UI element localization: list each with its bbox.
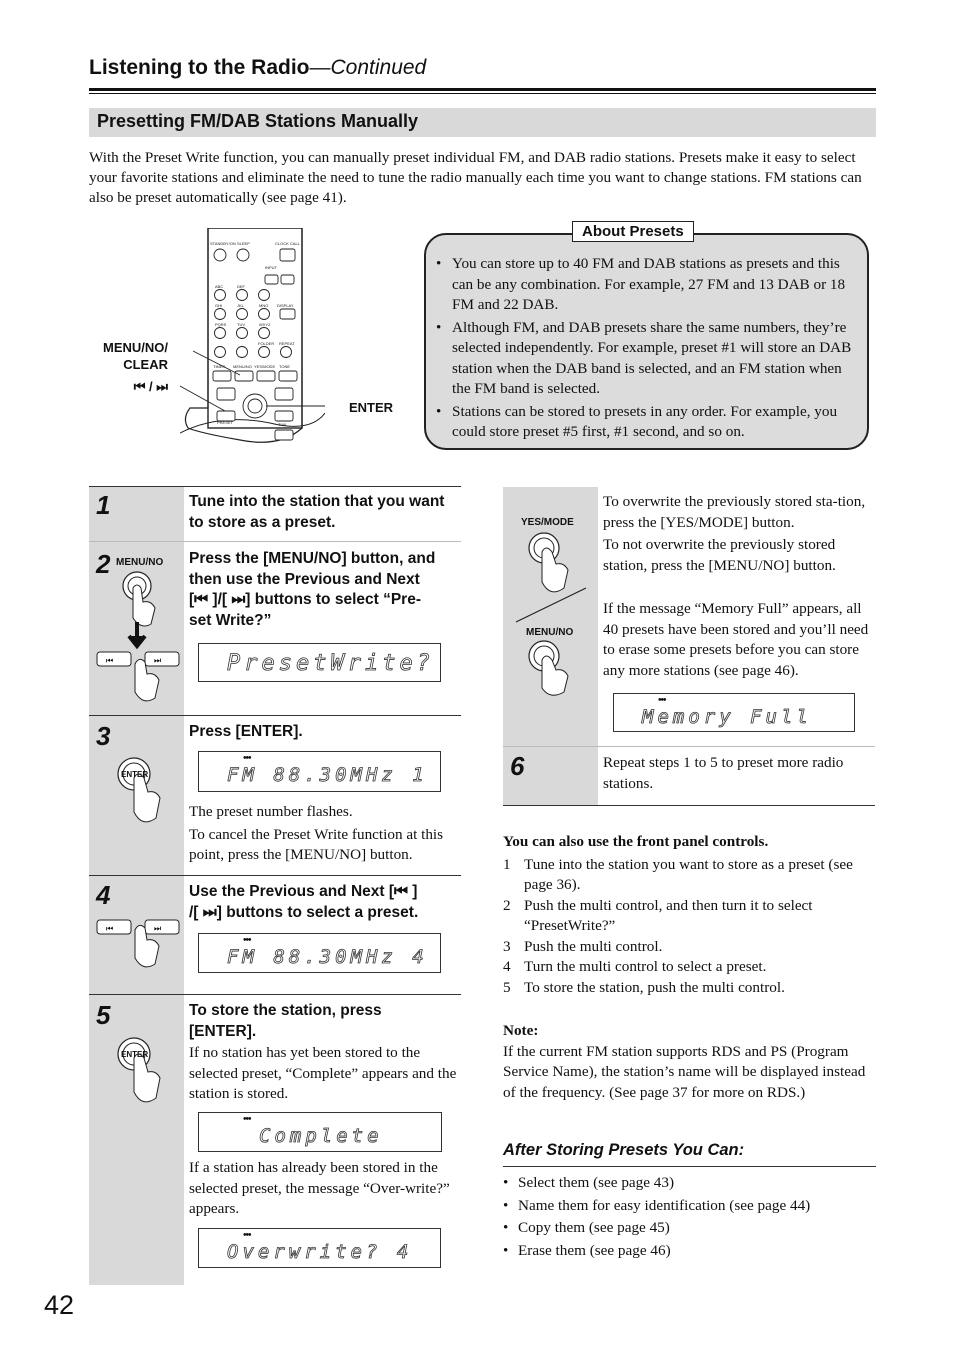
svg-text:TUV: TUV — [237, 322, 245, 327]
svg-text:ABC: ABC — [215, 284, 224, 289]
svg-text:SLEEP: SLEEP — [237, 241, 250, 246]
front-panel-heading: You can also use the front panel controls. — [503, 833, 769, 850]
svg-text:INPUT: INPUT — [265, 265, 277, 270]
front-panel-section — [503, 832, 876, 998]
step-number-2: 2 — [96, 549, 111, 579]
lcd-text: Memory Full — [642, 706, 812, 728]
svg-text:CLOCK CALL: CLOCK CALL — [275, 241, 300, 246]
after-storing-rule — [503, 1166, 876, 1167]
memory-full-note: If the message “Memory Full” appears, all 40 presets have been stored and you’ll need to erase some presets before you can store any more stations (see page 46). — [603, 600, 869, 679]
menu-no-button-label: MENU/NO — [526, 627, 574, 638]
front-panel-steps — [503, 855, 876, 999]
header-title: Listening to the Radio — [89, 56, 310, 79]
svg-text:DEF: DEF — [237, 284, 245, 289]
callout-menu-line1: MENU/NO/ — [103, 340, 168, 355]
about-presets-label: About Presets — [572, 221, 694, 242]
step-5-body-2: If a station has already been stored in the selected preset, the message “Over-write?” appears. — [189, 1159, 450, 1217]
callout-enter: ENTER — [349, 400, 394, 415]
lcd-text: Complete — [259, 1125, 383, 1147]
svg-text:TUN: TUN — [278, 422, 287, 427]
header-continued: —Continued — [309, 56, 427, 79]
step-6-body: Repeat steps 1 to 5 to preset more radio stations. — [603, 754, 844, 792]
step-3-heading: Press [ENTER]. — [189, 723, 303, 740]
list-number: 4 — [503, 958, 511, 975]
step-number-1: 1 — [96, 490, 111, 520]
intro-paragraph: With the Preset Write function, you can manually preset individual FM, and DAB radio stations. Presets make it easy to select your favorite stations and eliminate the need to tune the radio manually each time you want to change stations. FM stations can also be preset automatically (see page 41). — [89, 149, 862, 206]
step-divider — [503, 746, 875, 747]
lcd-indicator-dots: ••• — [243, 935, 251, 946]
step-3-body — [189, 802, 461, 866]
hand-press-menu-no-icon — [93, 568, 183, 708]
section-title: Presetting FM/DAB Stations Manually — [97, 111, 419, 131]
step-5-body-1: If no station has yet been stored to the selected preset, “Complete” appears and the station is stored. — [189, 1044, 457, 1102]
step-2-heading — [189, 549, 464, 631]
svg-text:DISPLAY: DISPLAY — [277, 303, 294, 308]
svg-text:⏮: ⏮ — [106, 924, 114, 933]
list-item — [503, 855, 876, 896]
step-2-heading-line: set Write?” — [189, 611, 272, 629]
list-item: • Name them for easy identification (see page 44) — [503, 1196, 876, 1217]
lcd-text: Overwrite? 4 — [227, 1241, 413, 1263]
step-number-4: 4 — [96, 880, 111, 910]
lcd-overwrite — [198, 1228, 441, 1268]
svg-text:PQRS: PQRS — [215, 322, 227, 327]
step-4-heading-line: /[ ⏭] buttons to select a preset. — [189, 903, 419, 921]
step-3-body-line: The preset number flashes. — [189, 803, 353, 820]
step-4-heading — [189, 882, 461, 923]
lcd-fm-frequency-preset — [198, 933, 441, 973]
svg-text:STANDBY/ON: STANDBY/ON — [210, 241, 236, 246]
hand-press-yes-no-icon — [512, 528, 592, 698]
svg-text:TIMER: TIMER — [213, 364, 226, 369]
header-rule — [89, 88, 876, 91]
note-text: If the current FM station supports RDS and PS (Program Service Name), the station’s name will be displayed instead of the frequency. (See page 37 for more on RDS.) — [503, 1042, 866, 1101]
step-number-3: 3 — [96, 721, 111, 751]
svg-text:WXYZ: WXYZ — [259, 322, 271, 327]
list-item — [503, 957, 876, 978]
enter-button-label: ENTER — [121, 1050, 149, 1059]
list-text: To store the station, push the multi control. — [524, 978, 785, 996]
hand-press-enter-icon — [108, 1032, 174, 1112]
list-item — [503, 896, 876, 937]
list-text: Turn the multi control to select a preset. — [524, 958, 767, 975]
list-text: Push the multi control. — [524, 937, 663, 955]
after-storing-title: After Storing Presets You Can: — [503, 1141, 745, 1159]
lcd-fm-frequency — [198, 751, 441, 792]
list-number: 5 — [503, 978, 511, 996]
step-5-heading: To store the station, press [ENTER]. — [189, 1002, 382, 1040]
lcd-text: FM 88.30MHz 1 — [227, 764, 428, 786]
header-rule-thin — [89, 93, 876, 94]
lcd-indicator-dots: ••• — [243, 1114, 251, 1125]
list-item — [503, 978, 876, 999]
list-item: • You can store up to 40 FM and DAB stations as presets and this can be any combination. For example, 27 FM and 13 DAB or 18 FM and 22 DAB. — [436, 254, 856, 316]
step-divider — [89, 715, 461, 716]
list-item: • Although FM, and DAB presets share the same numbers, they’re selected independently. For example, preset #1 will store an DAB station when the DAB band is selected, and an FM station when the FM band is selected. — [436, 318, 856, 400]
about-presets-list — [436, 254, 856, 445]
hand-press-enter-icon — [108, 752, 174, 832]
list-number: 1 — [503, 855, 511, 873]
no-overwrite-instruction: To not overwrite the previously stored station, press the [MENU/NO] button. — [603, 536, 836, 574]
step-number-5: 5 — [96, 1000, 111, 1030]
after-storing-list — [503, 1173, 876, 1263]
step-divider — [89, 486, 461, 487]
list-item: • Stations can be stored to presets in any order. For example, you could store preset #5 first, #1 second, and so on. — [436, 402, 856, 443]
callout-prev-next: ⏮ / ⏭ — [133, 379, 168, 394]
note-section — [503, 1021, 876, 1103]
lcd-complete — [198, 1112, 442, 1152]
list-item — [503, 937, 876, 958]
lcd-indicator-dots: ••• — [243, 1230, 251, 1241]
svg-text:PRESET: PRESET — [217, 420, 234, 425]
svg-text:YES/MODE: YES/MODE — [254, 364, 276, 369]
list-text: Tune into the station you want to store as a preset (see page 36). — [524, 855, 853, 893]
callout-menu-line2: CLEAR — [123, 357, 168, 372]
svg-text:GHI: GHI — [215, 303, 223, 308]
yes-mode-button-label: YES/MODE — [521, 517, 574, 528]
svg-text:MNO: MNO — [259, 303, 269, 308]
list-number: 3 — [503, 937, 511, 955]
list-item: • Select them (see page 43) — [503, 1173, 876, 1194]
enter-button-label: ENTER — [121, 770, 149, 779]
step-4-heading-line: Use the Previous and Next [⏮ ] — [189, 883, 418, 900]
step-2-heading-line: Press the [MENU/NO] button, and — [189, 550, 436, 567]
step-divider — [89, 994, 461, 995]
list-item: • Copy them (see page 45) — [503, 1218, 876, 1239]
step-divider — [89, 541, 461, 542]
overwrite-instruction: To overwrite the previously stored sta-tion, press the [YES/MODE] button. — [603, 493, 866, 531]
step-5-continued-text — [603, 492, 873, 681]
lcd-text: FM 88.30MHz 4 — [227, 946, 428, 968]
svg-text:⏭: ⏭ — [154, 656, 162, 665]
running-header — [89, 56, 426, 80]
lcd-indicator-dots: ••• — [243, 753, 251, 764]
step-divider — [89, 875, 461, 876]
svg-text:JKL: JKL — [237, 303, 244, 308]
hand-press-prev-next-icon — [93, 914, 183, 980]
list-item: • Erase them (see page 46) — [503, 1241, 876, 1262]
step-2-heading-line: then use the Previous and Next — [189, 570, 420, 588]
svg-text:⏭: ⏭ — [154, 924, 162, 933]
note-title: Note: — [503, 1022, 539, 1039]
lcd-text: PresetWrite? — [227, 651, 434, 676]
remote-control-illustration — [180, 228, 325, 443]
svg-text:MENU/NO: MENU/NO — [233, 364, 252, 369]
menu-no-button-label: MENU/NO — [116, 557, 164, 568]
callout-menu-no-clear — [94, 339, 168, 373]
svg-text:⏮: ⏮ — [106, 656, 114, 665]
lcd-indicator-dots: ••• — [658, 695, 666, 706]
step-divider — [503, 805, 875, 806]
svg-text:FOLDER: FOLDER — [258, 341, 275, 346]
lcd-preset-write — [198, 643, 441, 682]
svg-text:TONE: TONE — [279, 364, 291, 369]
list-number: 2 — [503, 896, 511, 914]
svg-text:REPEAT: REPEAT — [279, 341, 295, 346]
step-3-body-line: To cancel the Preset Write function at this point, press the [MENU/NO] button. — [189, 825, 444, 863]
lcd-memory-full — [613, 693, 855, 732]
step-1-heading: Tune into the station that you want to store as a preset. — [189, 493, 445, 531]
list-text: Push the multi control, and then turn it to select “PresetWrite?” — [524, 896, 813, 934]
page-number: 42 — [44, 1290, 75, 1320]
step-number-6: 6 — [510, 751, 525, 781]
step-2-heading-line: [⏮ ]/[ ⏭] buttons to select “Pre- — [189, 591, 421, 608]
